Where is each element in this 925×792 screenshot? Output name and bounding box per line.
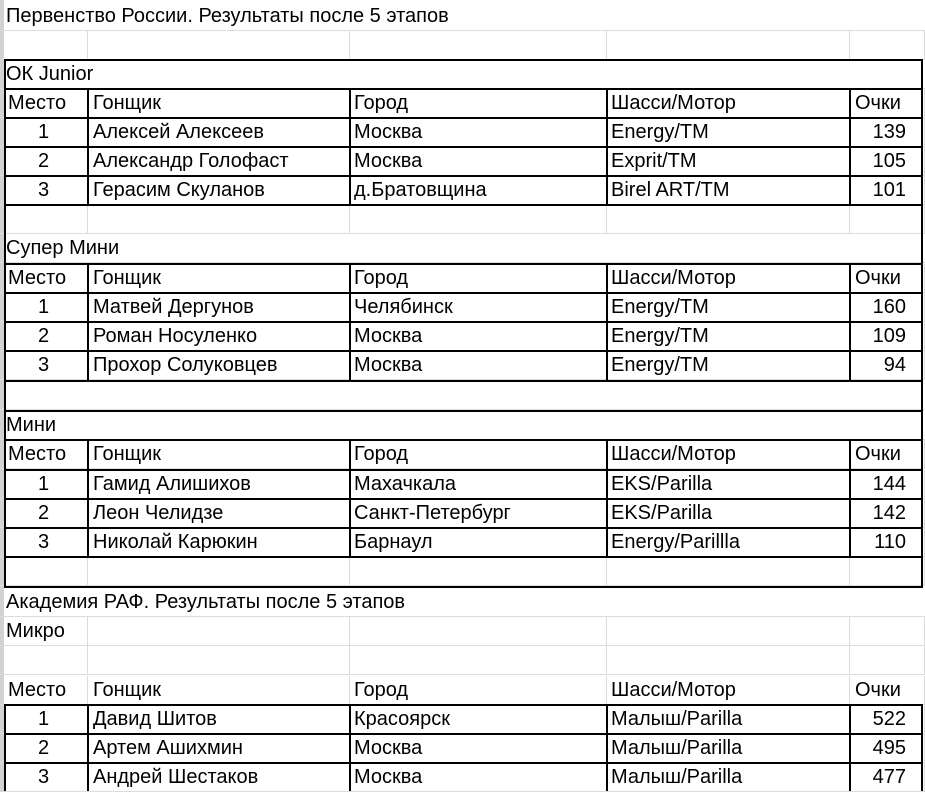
- points-cell[interactable]: 139: [850, 118, 925, 147]
- academy-class-title[interactable]: Микро: [0, 617, 88, 646]
- header-chassis[interactable]: Шасси/Мотор: [607, 264, 850, 293]
- table-row: [0, 293, 925, 322]
- header-row: [0, 89, 925, 118]
- city-cell[interactable]: Москва: [350, 734, 607, 763]
- cell[interactable]: [0, 381, 925, 410]
- cell[interactable]: [350, 205, 607, 234]
- driver-cell[interactable]: Александр Голофаст: [88, 147, 350, 176]
- city-cell[interactable]: Москва: [350, 763, 607, 792]
- points-cell[interactable]: 142: [850, 499, 925, 528]
- city-cell[interactable]: Махачкала: [350, 470, 607, 499]
- city-cell[interactable]: Санкт-Петербург: [350, 499, 607, 528]
- points-cell[interactable]: 144: [850, 470, 925, 499]
- table-row: [0, 176, 925, 205]
- sheet-row-empty: [0, 381, 925, 410]
- table-row: [0, 499, 925, 528]
- header-place[interactable]: Место: [0, 676, 88, 705]
- driver-cell[interactable]: Николай Карюкин: [88, 528, 350, 557]
- place-cell[interactable]: 2: [0, 322, 88, 351]
- cell[interactable]: [88, 617, 350, 646]
- header-place[interactable]: Место: [0, 264, 88, 293]
- cell[interactable]: [0, 205, 88, 234]
- chassis-cell[interactable]: Малыш/Parilla: [607, 763, 850, 792]
- place-cell[interactable]: 3: [0, 763, 88, 792]
- table-row: [0, 734, 925, 763]
- chassis-cell[interactable]: EKS/Parilla: [607, 470, 850, 499]
- cell[interactable]: [850, 31, 925, 60]
- sheet-row-empty: [0, 557, 925, 586]
- city-cell[interactable]: Москва: [350, 118, 607, 147]
- cell[interactable]: [607, 205, 850, 234]
- place-cell[interactable]: 1: [0, 118, 88, 147]
- header-points[interactable]: Очки: [850, 89, 925, 118]
- cell[interactable]: [88, 557, 350, 586]
- chassis-cell[interactable]: Exprit/TM: [607, 147, 850, 176]
- header-city[interactable]: Город: [350, 89, 607, 118]
- points-cell[interactable]: 522: [850, 705, 925, 734]
- cell[interactable]: [350, 646, 607, 675]
- driver-cell[interactable]: Роман Носуленко: [88, 322, 350, 351]
- section-title[interactable]: Мини: [0, 411, 925, 440]
- place-cell[interactable]: 1: [0, 470, 88, 499]
- sheet-row-empty: [0, 31, 925, 60]
- cell[interactable]: [607, 557, 850, 586]
- driver-cell[interactable]: Матвей Дергунов: [88, 293, 350, 322]
- points-cell[interactable]: 110: [850, 528, 925, 557]
- cell[interactable]: [607, 31, 850, 60]
- driver-cell[interactable]: Алексей Алексеев: [88, 118, 350, 147]
- chassis-cell[interactable]: Energy/TM: [607, 351, 850, 380]
- header-chassis[interactable]: Шасси/Мотор: [607, 676, 850, 705]
- header-driver[interactable]: Гонщик: [88, 440, 350, 469]
- chassis-cell[interactable]: EKS/Parilla: [607, 499, 850, 528]
- header-city[interactable]: Город: [350, 264, 607, 293]
- chassis-cell[interactable]: Energy/TM: [607, 293, 850, 322]
- cell[interactable]: [88, 205, 350, 234]
- cell[interactable]: [850, 205, 925, 234]
- place-cell[interactable]: 2: [0, 147, 88, 176]
- city-cell[interactable]: Москва: [350, 147, 607, 176]
- section-title-row: [0, 60, 925, 89]
- header-chassis[interactable]: Шасси/Мотор: [607, 440, 850, 469]
- table-row: [0, 351, 925, 380]
- city-cell[interactable]: Москва: [350, 351, 607, 380]
- chassis-cell[interactable]: Birel ART/TM: [607, 176, 850, 205]
- driver-cell[interactable]: Прохор Солуковцев: [88, 351, 350, 380]
- section-title-row: [0, 234, 925, 263]
- points-cell[interactable]: 477: [850, 763, 925, 792]
- cell[interactable]: [607, 646, 850, 675]
- cell[interactable]: [607, 617, 850, 646]
- chassis-cell[interactable]: Energy/Parillla: [607, 528, 850, 557]
- table-row: [0, 147, 925, 176]
- cell[interactable]: [350, 31, 607, 60]
- cell[interactable]: [350, 557, 607, 586]
- championship-title[interactable]: Первенство России. Результаты после 5 этапов: [0, 2, 925, 31]
- sheet-row-empty: [0, 205, 925, 234]
- chassis-cell[interactable]: Energy/TM: [607, 322, 850, 351]
- header-place[interactable]: Место: [0, 89, 88, 118]
- points-cell[interactable]: 105: [850, 147, 925, 176]
- driver-cell[interactable]: Гамид Алишихов: [88, 470, 350, 499]
- cell[interactable]: [0, 31, 88, 60]
- table-row: [0, 763, 925, 792]
- chassis-cell[interactable]: Малыш/Parilla: [607, 734, 850, 763]
- header-city[interactable]: Город: [350, 440, 607, 469]
- cell[interactable]: [350, 617, 607, 646]
- city-cell[interactable]: Красоярск: [350, 705, 607, 734]
- place-cell[interactable]: 3: [0, 176, 88, 205]
- sheet-row-empty: [0, 646, 925, 675]
- place-cell[interactable]: 1: [0, 705, 88, 734]
- table-row: [0, 322, 925, 351]
- sheet-row: [0, 2, 925, 31]
- academy-title-row: [0, 588, 925, 617]
- cell[interactable]: [850, 557, 925, 586]
- chassis-cell[interactable]: Малыш/Parilla: [607, 705, 850, 734]
- header-row: [0, 440, 925, 469]
- cell[interactable]: [850, 646, 925, 675]
- points-cell[interactable]: 101: [850, 176, 925, 205]
- table-row: [0, 118, 925, 147]
- points-cell[interactable]: 94: [850, 351, 925, 380]
- city-cell[interactable]: Барнаул: [350, 528, 607, 557]
- driver-cell[interactable]: Артем Ашихмин: [88, 734, 350, 763]
- table-row: [0, 470, 925, 499]
- points-cell[interactable]: 495: [850, 734, 925, 763]
- header-row: [0, 264, 925, 293]
- cell[interactable]: [0, 646, 88, 675]
- header-chassis[interactable]: Шасси/Мотор: [607, 89, 850, 118]
- cell[interactable]: [88, 646, 350, 675]
- section-title-row: [0, 411, 925, 440]
- place-cell[interactable]: 3: [0, 528, 88, 557]
- points-cell[interactable]: 160: [850, 293, 925, 322]
- header-points[interactable]: Очки: [850, 440, 925, 469]
- academy-subtitle-row: [0, 617, 925, 646]
- city-cell[interactable]: Москва: [350, 322, 607, 351]
- driver-cell[interactable]: Леон Челидзе: [88, 499, 350, 528]
- section-title[interactable]: Супер Мини: [0, 234, 925, 263]
- city-cell[interactable]: д.Братовщина: [350, 176, 607, 205]
- header-driver[interactable]: Гонщик: [88, 264, 350, 293]
- cell[interactable]: [88, 31, 350, 60]
- points-cell[interactable]: 109: [850, 322, 925, 351]
- place-cell[interactable]: 3: [0, 351, 88, 380]
- header-row: [0, 676, 925, 705]
- header-driver[interactable]: Гонщик: [88, 89, 350, 118]
- header-city[interactable]: Город: [350, 676, 607, 705]
- cell[interactable]: [0, 557, 88, 586]
- city-cell[interactable]: Челябинск: [350, 293, 607, 322]
- table-row: [0, 528, 925, 557]
- place-cell[interactable]: 2: [0, 734, 88, 763]
- driver-cell[interactable]: Герасим Скуланов: [88, 176, 350, 205]
- place-cell[interactable]: 1: [0, 293, 88, 322]
- header-driver[interactable]: Гонщик: [88, 676, 350, 705]
- table-row: [0, 705, 925, 734]
- header-points[interactable]: Очки: [850, 264, 925, 293]
- cell[interactable]: [850, 617, 925, 646]
- header-place[interactable]: Место: [0, 440, 88, 469]
- academy-title[interactable]: Академия РАФ. Результаты после 5 этапов: [0, 588, 925, 617]
- chassis-cell[interactable]: Energy/TM: [607, 118, 850, 147]
- section-title[interactable]: ОК Junior: [0, 60, 925, 89]
- driver-cell[interactable]: Андрей Шестаков: [88, 763, 350, 792]
- driver-cell[interactable]: Давид Шитов: [88, 705, 350, 734]
- place-cell[interactable]: 2: [0, 499, 88, 528]
- header-points[interactable]: Очки: [850, 676, 925, 705]
